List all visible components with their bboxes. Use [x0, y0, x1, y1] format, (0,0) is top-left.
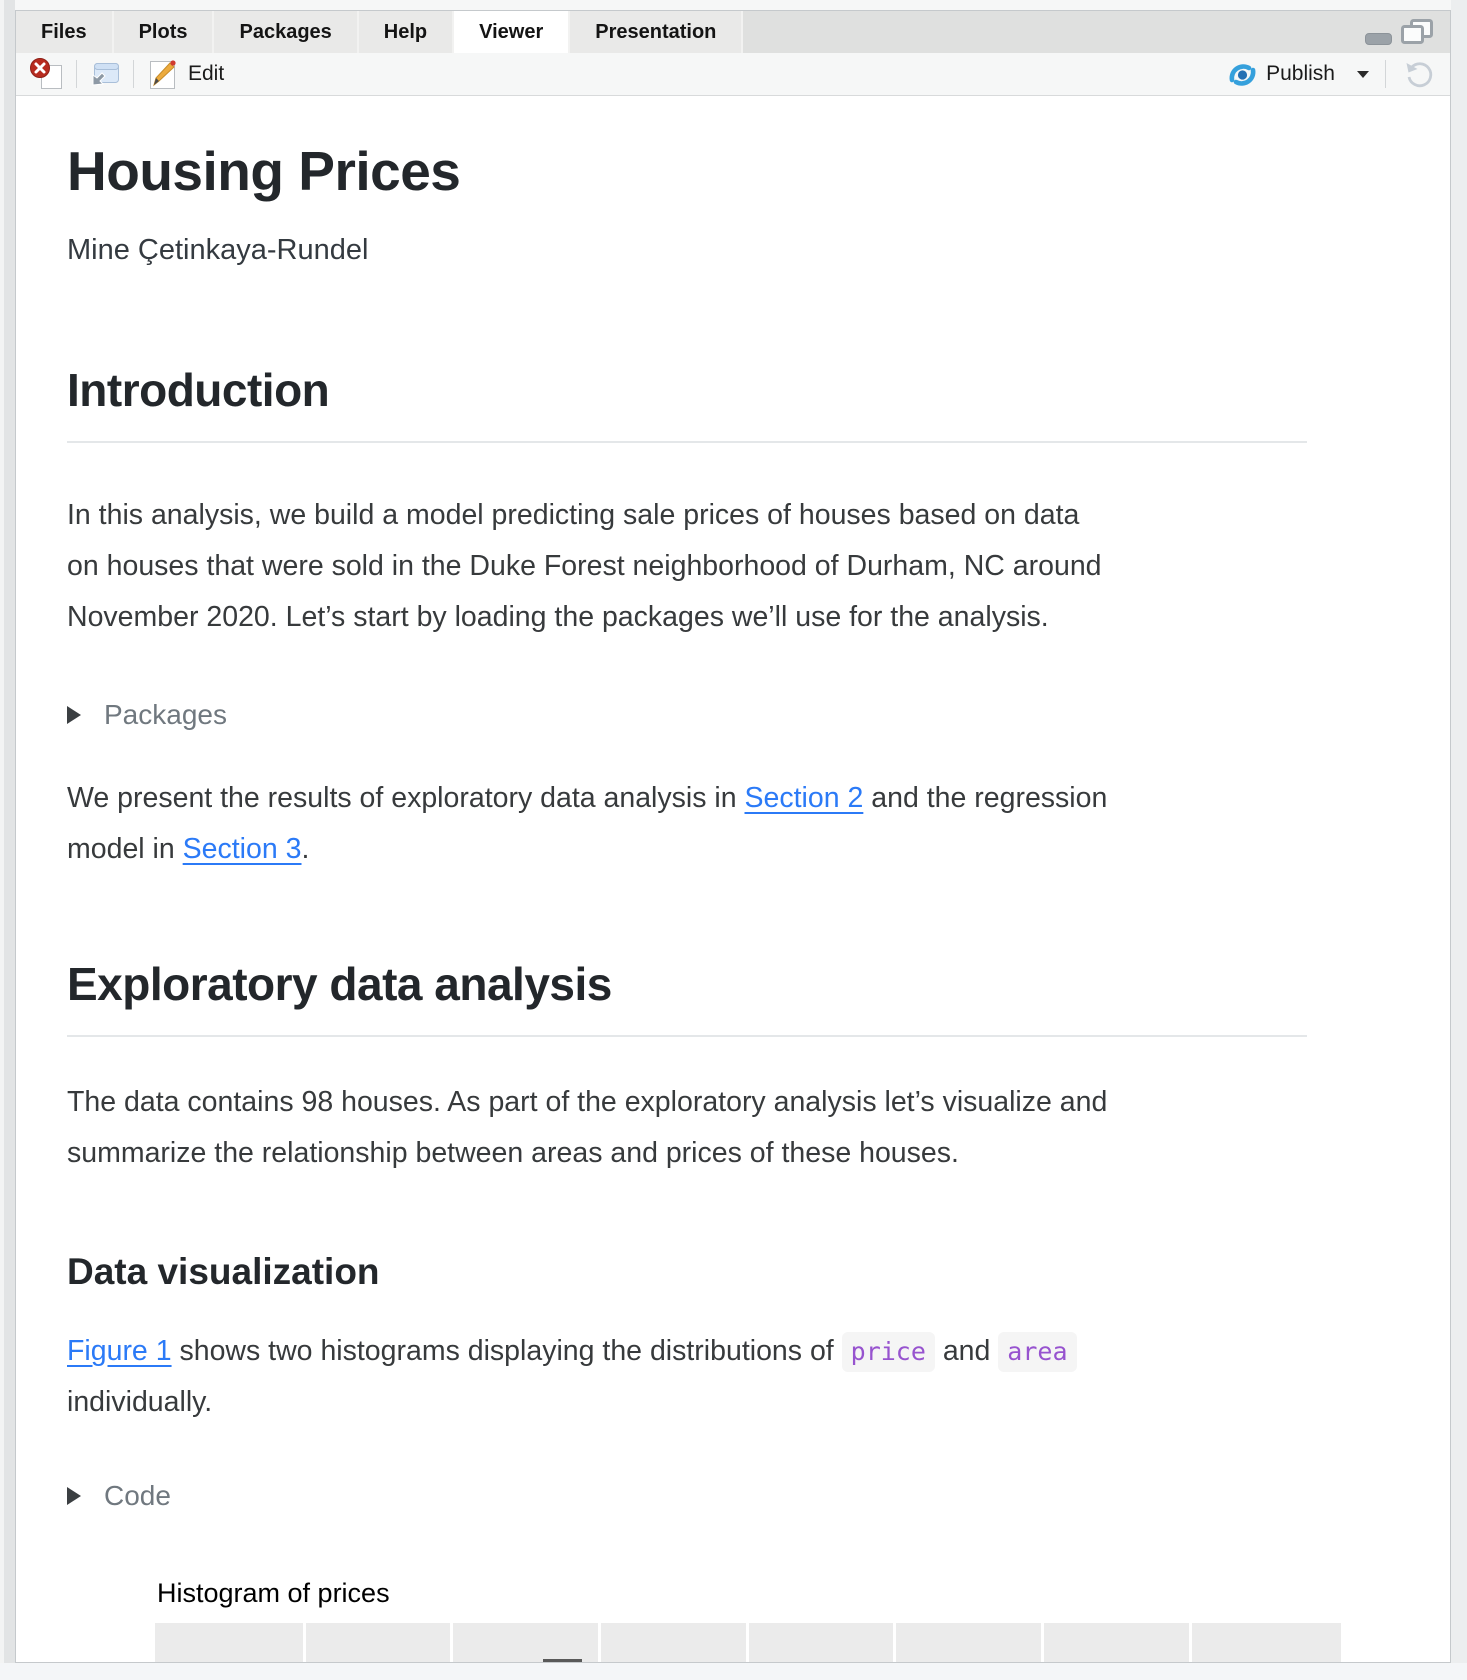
intro-paragraph — [67, 490, 1356, 643]
paragraph-text: and — [934, 1335, 999, 1367]
toolbar-right-group — [1227, 59, 1436, 89]
tab-presentation[interactable] — [570, 11, 743, 53]
plot-gridline — [450, 1623, 453, 1663]
viewer-toolbar — [16, 53, 1450, 96]
figure-1-link[interactable]: Figure 1 — [67, 1335, 172, 1367]
edit-button-label: Edit — [188, 62, 225, 85]
paragraph-line: individually. — [67, 1386, 213, 1418]
tab-viewer[interactable] — [454, 11, 570, 53]
paragraph-text: and the regression — [863, 782, 1108, 814]
plot-title: Histogram of prices — [157, 1578, 390, 1608]
toolbar-separator — [133, 60, 134, 88]
window-left-edge — [0, 0, 15, 1663]
maximize-icon[interactable] — [1401, 19, 1434, 45]
window-top-edge — [0, 0, 1467, 10]
paragraph-line: summarize the relationship between areas and prices of these houses. — [67, 1137, 959, 1169]
plot-gridline — [1189, 1623, 1192, 1663]
author: Mine Çetinkaya-Rundel — [67, 234, 369, 266]
histogram-bar — [543, 1659, 582, 1663]
tab-viewer-label: Viewer — [479, 20, 544, 43]
tab-files-label: Files — [41, 20, 87, 43]
code-disclosure[interactable] — [67, 1476, 1356, 1516]
code-disclosure-label: Code — [104, 1480, 171, 1511]
pane-window-buttons — [1365, 11, 1434, 53]
viewer-content[interactable] — [16, 96, 1450, 1663]
section-3-link[interactable]: Section 3 — [182, 833, 302, 865]
plot-gridline — [893, 1623, 896, 1663]
window-right-edge — [1451, 0, 1467, 1663]
plot-gridline — [1041, 1623, 1044, 1663]
paragraph-text: We present the results of exploratory data analysis in — [67, 782, 745, 814]
section-2-link[interactable]: Section 2 — [744, 782, 864, 814]
publish-button[interactable] — [1227, 61, 1369, 88]
plot-gridline — [598, 1623, 601, 1663]
paragraph-line: In this analysis, we build a model predicting sale prices of houses based on data — [67, 499, 1080, 531]
eda-paragraph — [67, 1077, 1356, 1179]
paragraph-text: shows two histograms displaying the distributions of — [171, 1335, 842, 1367]
toolbar-separator — [76, 60, 77, 88]
tab-plots-label: Plots — [138, 20, 188, 43]
edit-pencil-icon — [146, 58, 180, 90]
refresh-icon[interactable] — [1402, 59, 1436, 89]
heading-data-visualization: Data visualization — [67, 1251, 380, 1292]
pane-tab-bar — [16, 11, 1450, 53]
rstudio-viewer-pane — [15, 10, 1451, 1663]
figure-1 — [155, 1576, 1356, 1663]
page-title: Housing Prices — [67, 140, 461, 202]
publish-button-label: Publish — [1266, 62, 1335, 85]
tab-plots[interactable] — [114, 11, 215, 53]
inline-code-area: area — [998, 1332, 1076, 1372]
tab-help[interactable] — [359, 11, 454, 53]
plot-panel — [155, 1623, 1341, 1663]
document — [16, 140, 1356, 1663]
figure-paragraph — [67, 1326, 1356, 1428]
open-in-new-window-icon[interactable] — [89, 60, 121, 88]
publish-icon — [1227, 61, 1258, 88]
tab-files[interactable] — [16, 11, 114, 53]
disclosure-triangle-icon — [67, 706, 81, 724]
heading-introduction: Introduction — [67, 365, 1307, 443]
paragraph-text: . — [301, 833, 310, 865]
tab-presentation-label: Presentation — [595, 20, 717, 43]
tab-packages[interactable] — [214, 11, 358, 53]
clear-viewer-button[interactable] — [30, 58, 64, 90]
paragraph-text: model in — [67, 833, 183, 865]
sections-paragraph — [67, 773, 1356, 875]
packages-disclosure-label: Packages — [104, 699, 227, 730]
minimize-icon[interactable] — [1365, 33, 1392, 45]
tab-help-label: Help — [383, 20, 428, 43]
packages-disclosure[interactable] — [67, 695, 1356, 735]
inline-code-price: price — [842, 1332, 935, 1372]
edit-button[interactable] — [146, 58, 224, 90]
tab-packages-label: Packages — [239, 20, 332, 43]
plot-gridline — [746, 1623, 749, 1663]
toolbar-separator — [1385, 60, 1386, 88]
paragraph-line: on houses that were sold in the Duke Forest neighborhood of Durham, NC around — [67, 550, 1102, 582]
publish-dropdown-caret-icon — [1357, 71, 1369, 78]
heading-exploratory-data-analysis: Exploratory data analysis — [67, 959, 1307, 1037]
disclosure-triangle-icon — [67, 1487, 81, 1505]
paragraph-line: The data contains 98 houses. As part of the exploratory analysis let’s visualize and — [67, 1086, 1108, 1118]
plot-gridline — [303, 1623, 306, 1663]
paragraph-line: November 2020. Let’s start by loading the packages we’ll use for the analysis. — [67, 601, 1049, 633]
